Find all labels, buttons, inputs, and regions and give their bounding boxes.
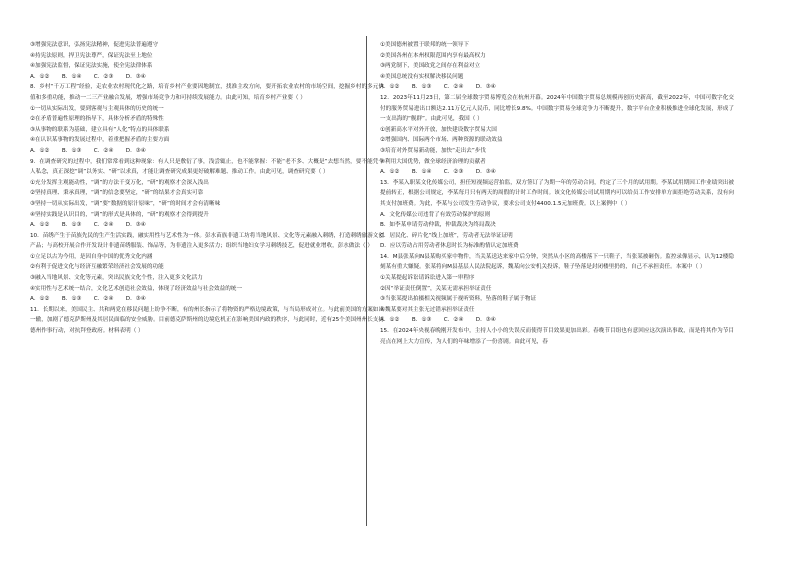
option-line: ①充分发挥主观能动性，“调”的方法千变万化，“研”的观察才会深入浅出	[30, 179, 209, 186]
option-line: A．文化传媒公司违背了有效劳动保护的原则	[380, 211, 491, 218]
option-line: D．应以劳动占用劳动者休息时长为标准酌情认定加班费	[380, 243, 519, 250]
question-8: 8．乡村“千万工程”经验，走农业农村现代化之路，培育乡村产业要因地制宜，找准主攻方向，要开拓农业农村的市场空间，挖掘乡村的多元价值和多重功能，推动一二三产业融合发展，增强市场竞争力和可持续发展能力。由此可知，培育乡村产业要（ ）	[30, 84, 384, 101]
option-line: ③培育对外贸易新动能，加快“走出去”步伐	[380, 147, 486, 154]
question-11: 11．长期以来，美国民主、共和两党在移民问题上纷争不断，有的州长指示了将物资的严格边境政策，与当局形成对立。与此前美国的方案如出一辙，加剧了德克萨斯州及其居民面临的安全威胁。目前德克萨斯州的边境危机正在影响美国内政的秩序，与此同时，近有25个美国州州长支持德州作事行动，对抗拜登政府。材料表明（ ）	[30, 306, 384, 335]
answer-choices: A．①② B．①③ C．②④ D．③④	[380, 84, 496, 91]
option-line: ②因“举证责任倒置”，关某无需承担举证责任	[380, 285, 492, 292]
option-line: ①一切从实际出发，要到客观与主观具体的历史的统一	[30, 105, 164, 112]
option-line: ③增强宪法意识，弘扬宪法精神，促进宪法普遍遵守	[30, 42, 159, 48]
question-15: 15．在2024年央视春晚刚开发布中，主持人小小的失误反而使得节目效果更加出彩。春晚节目组也有意回应这次演出事故，而是将其作为节目亮点在网上大力宣传，为人们的年味增添了一份喜剧。由此可见，春	[380, 328, 734, 345]
question-12: 12．2023年11月23日，第二届全球数字贸易博览会在杭州开幕。2024年中国数字贸易总规模再创历史新高，截至2022年，中国可数字化交付的服务贸易进出口额达2.11万亿元人民币，同比增长9.8%。中国数字贸易全球竞争力不断提升，数字平台企业积极推进全球化发展，形成了一支出海的“舰群”。由此可见，我国（ ）	[380, 94, 734, 123]
option-line: ④美国总统没有实权解决移民问题	[380, 73, 464, 80]
left-column	[30, 40, 384, 337]
option-line: ②在矛盾普遍性原理的指导下，具体分析矛盾的特殊性	[30, 116, 164, 123]
option-line: ①创新高水平对外开放，加快建设数字贸易大国	[380, 126, 497, 133]
option-line: ③两党制下，美国政党之间存在利益对立	[380, 63, 481, 70]
question-14: 14．M县张某向N县某购买家中物件，当关某送达来家中后分钟，突然从小区的高楼落下一只鞋子，当张某被砸伤。监控录像显示，认为12楼隐刻某有重大嫌疑。张某将向M县基层人民法院起诉，魏某向公安机关投诉，鞋子坠落是封闭楼里扔的，自己不承担责任。本案中（ ）	[380, 253, 734, 271]
option-line: ③坚持一切从实际出发，“调”要“数据的原汁原味”，“研”的时间才会有清晰味	[30, 200, 221, 207]
answer-choices: A．①② B．①③ C．②④ D．③④	[30, 147, 146, 154]
option-line: ①立足以古为今用，是因自身中国的优秀文化内涵	[30, 253, 153, 260]
option-line: ④在认识某事物的发展过程中，着重把握矛盾的主要方面	[30, 137, 170, 144]
answer-choices: A．①② B．①④ C．②③ D．③④	[380, 169, 496, 176]
answer-choices: A．①② B．①③ C．②④ D．③④	[380, 317, 496, 324]
option-line: B．如李某申请劳动仲裁，仲裁裁决为终局裁决	[380, 222, 496, 229]
question-9: 9．在调查研究的过程中，我们常常看到这种现象：有人只是敷衍了事，浅尝辄止，也不能掌握：不能“老不多、大概是”去想当然，要不能凭个人私念，真正深挖“调”以务实、“研”以求真，才能让调查研究成果更好破解难题、推动工作。由此可见，调查研究要（ ）	[30, 158, 384, 176]
option-line: ③融入当地风景、文化等元素，突出民族文化个性，注入更多文化活力	[30, 275, 203, 282]
answer-choices: A．①② B．①③ C．②④ D．③④	[30, 296, 146, 303]
option-line: ④实用性与艺术统一结合，文化艺术创造社会效益，体现了经济效益与社会效益的统一	[30, 285, 242, 292]
option-line: ③当张某提出拍摄相关视频属于视听资料，坠落的鞋子属于物证	[380, 296, 537, 303]
answer-choices: A．①② B．①④ C．②③ D．③④	[30, 73, 146, 80]
option-line: ②坚持真理、秉承真理，“调”的信念要坚定，“研”的结果才会真实可靠	[30, 190, 204, 197]
answer-choices: A．①② B．①③ C．②④ D．③④	[30, 222, 146, 229]
question-13: 13．李某入职某文化传媒公司，担任短视频运营拍监，双方签订了为期一年的劳动合同，约定了三个月的试用期。李某试用期因工作业绩突出被提前转正，根据公司规定，李某每月只有两天的周假的计时工作时间。该文化传媒公司试用期内可以给员工作安排单方面拒绝劳动关系，没有向其支付加班费。为此，李某与公司发生劳动争议，要求公司支付4400.1.5元加班费。以上案例中（ ）	[380, 179, 734, 207]
option-line: ④持宪法原则，捍卫宪法尊严，保证宪法至上地位	[30, 52, 153, 59]
right-column	[380, 40, 734, 347]
option-line: ④坚持实践是认识目的，“调”的形式是具体的，“研”的观察才会得到提升	[30, 211, 209, 218]
option-line: ③从事物的联系为基础，建立具有“人化”特点的具体联系	[30, 126, 170, 133]
option-line: ②美国各州在本州权限范围内享有最高权力	[380, 52, 486, 59]
option-line: ②有利于促进文化与经济互融繁荣经济社会发展的功能	[30, 264, 164, 271]
option-line: C．居民化、碎片化“线上加班”，劳动者无法举证证明	[380, 232, 513, 239]
option-line: ①关某提起诉讼请诉讼进入第一审程序	[380, 275, 475, 282]
question-10: 10．苗绣产生于苗族先民的生产生活实践，融实用性与艺术性为一体。彭水苗族非遗工坊将当地风景、文化等元素融入刺绣，打造刺绣旅游文创产品；与高校开展合作开发设计非遗苗绣服装、饰品等，为非遗注入更多活力；组织当地妇女学习刺绣技艺，促进就业增收，彭水做法（ ）	[30, 232, 384, 250]
option-line: ④魏某要对其主张无过错承担举证责任	[380, 306, 475, 313]
option-line: ④加强宪法监督，保证宪法实施，使全宪法律体系	[30, 63, 153, 70]
option-line: ②增强国内、国际两个市场、两种资源的联动效益	[380, 137, 503, 144]
option-line: ①美国德州被置于联邦的统一领导下	[380, 42, 469, 48]
option-line: ④利用大国优势，做全球经济治理的贡献者	[380, 158, 486, 165]
